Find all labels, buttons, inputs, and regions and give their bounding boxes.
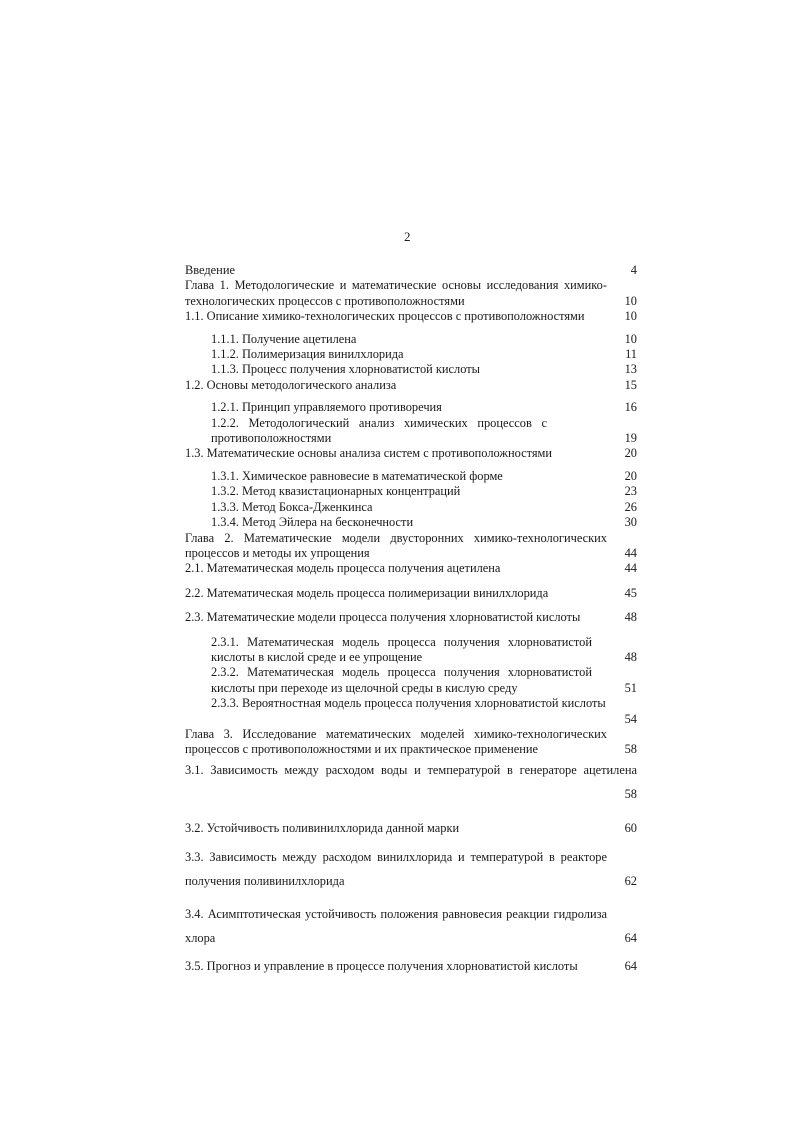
toc-entry-page: 10 xyxy=(624,331,637,346)
toc-entry-page: 26 xyxy=(624,499,637,514)
toc-entry-text: 1.1.2. Полимеризация винилхлорида xyxy=(211,347,404,362)
toc-entry-2-2 xyxy=(185,586,637,601)
toc-entry-page: 19 xyxy=(624,431,637,446)
toc-entry-page: 23 xyxy=(624,484,637,499)
toc-entry-page: 20 xyxy=(624,446,637,461)
toc-entry-text: 1.2. Основы методологического анализа xyxy=(185,377,397,392)
toc-entry-1-3-1 xyxy=(185,469,637,484)
toc-entry-1-1-1 xyxy=(185,332,637,347)
toc-entry-text: 2.3.2. Математическая модель процесса получения хлорноватистой кислоты при переходе из щелочной среды в кислую среду xyxy=(211,665,592,695)
toc-entry-text: 2.2. Математическая модель процесса полимеризации винилхлорида xyxy=(185,585,549,600)
toc-entry-text: 2.3. Математические модели процесса получения хлорноватистой кислоты xyxy=(185,610,581,625)
toc-entry-page: 54 xyxy=(624,711,637,726)
toc-entry-page: 60 xyxy=(624,820,637,835)
toc-entry-1-3-2 xyxy=(185,484,637,499)
toc-entry-text: Глава 3. Исследование математических моделей химико-технологических процессов с противоположностями и их практическое применение xyxy=(185,726,607,757)
toc-entry-text: 1.1.1. Получение ацетилена xyxy=(211,331,357,346)
toc-entry-text: 1.2.1. Принцип управляемого противоречия xyxy=(211,400,442,415)
toc-entry-text: Введение xyxy=(185,263,235,277)
toc-entry-3-5 xyxy=(185,959,637,974)
toc-entry-1-3 xyxy=(185,446,637,461)
toc-entry-3-3 xyxy=(185,845,637,893)
toc-entry-page: 10 xyxy=(624,309,637,324)
toc-entry-page: 44 xyxy=(624,561,637,576)
toc-entry-page: 48 xyxy=(624,610,637,625)
toc-entry-text: 1.2.2. Методологический анализ химических процессов с противоположностями xyxy=(211,415,547,446)
toc-entry-2-3-3 xyxy=(185,696,637,727)
toc-entry-text: Глава 2. Математические модели двусторонних химико-технологических процессов и методы их упрощения xyxy=(185,530,607,560)
toc-entry-text: 1.1. Описание химико-технологических процессов с противоположностями xyxy=(185,309,585,324)
toc-entry-chapter-2 xyxy=(185,531,637,562)
toc-entry-3-1 xyxy=(185,758,637,806)
toc-entry-3-2 xyxy=(185,821,637,836)
toc-entry-1-3-3 xyxy=(185,500,637,515)
toc-entry-intro xyxy=(185,263,637,278)
toc-entry-page: 44 xyxy=(624,545,637,560)
toc-entry-2-3 xyxy=(185,610,637,625)
toc-entry-chapter-1 xyxy=(185,278,637,309)
toc-entry-page: 15 xyxy=(624,377,637,392)
toc-entry-text: 2.1. Математическая модель процесса получения ацетилена xyxy=(185,561,501,576)
toc-entry-page: 64 xyxy=(624,931,637,946)
toc-entry-text: 1.3.1. Химическое равновесие в математической форме xyxy=(211,468,503,483)
toc-entry-1-2 xyxy=(185,378,637,393)
toc-entry-page: 58 xyxy=(624,786,637,801)
toc-entry-page: 20 xyxy=(624,468,637,483)
toc-entry-3-4 xyxy=(185,902,637,950)
toc-entry-page: 16 xyxy=(624,400,637,415)
toc-entry-page: 51 xyxy=(624,680,637,695)
toc-entry-text: 1.1.3. Процесс получения хлорноватистой кислоты xyxy=(211,362,480,377)
toc-entry-text: 1.3. Математические основы анализа систем с противоположностями xyxy=(185,446,553,461)
toc-entry-text: 3.1. Зависимость между расходом воды и температурой в генераторе ацетилена xyxy=(185,762,637,777)
toc-entry-text: 1.3.2. Метод квазистационарных концентраций xyxy=(211,484,461,499)
toc-entry-text: Глава 1. Методологические и математические основы исследования химико-технологических процессов с противоположностями xyxy=(185,278,607,308)
toc-entry-2-3-2 xyxy=(185,665,637,696)
toc-entry-page: 58 xyxy=(624,742,637,757)
toc-entry-1-1-2 xyxy=(185,347,637,362)
toc-entry-1-2-2 xyxy=(185,416,637,447)
toc-entry-page: 4 xyxy=(630,263,637,277)
toc-entry-text: 1.3.4. Метод Эйлера на бесконечности xyxy=(211,515,414,530)
toc-entry-page: 62 xyxy=(624,874,637,889)
page-number: 2 xyxy=(404,229,411,244)
toc-entry-page: 48 xyxy=(624,649,637,664)
toc-entry-2-3-1 xyxy=(185,635,637,666)
toc-entry-1-1 xyxy=(185,309,637,324)
toc-entry-page: 30 xyxy=(624,515,637,530)
toc-entry-page: 45 xyxy=(624,585,637,600)
toc-entry-1-3-4 xyxy=(185,515,637,530)
toc-entry-page: 10 xyxy=(624,293,637,308)
toc-entry-2-1 xyxy=(185,561,637,576)
toc-entry-1-1-3 xyxy=(185,362,637,377)
toc-entry-page: 13 xyxy=(624,362,637,377)
toc-entry-page: 64 xyxy=(624,959,637,974)
toc-entry-chapter-3 xyxy=(185,727,637,758)
toc-entry-text: 3.5. Прогноз и управление в процессе получения хлорноватистой кислоты xyxy=(185,959,578,974)
table-of-contents xyxy=(185,263,637,975)
toc-entry-text: 2.3.1. Математическая модель процесса получения хлорноватистой кислоты в кислой среде и ее упрощение xyxy=(211,634,592,664)
toc-entry-text: 3.2. Устойчивость поливинилхлорида данной марки xyxy=(185,820,460,835)
toc-entry-text: 3.4. Асимптотическая устойчивость положения равновесия реакции гидролиза хлора xyxy=(185,907,607,946)
toc-entry-text: 2.3.3. Вероятностная модель процесса получения хлорноватистой кислоты xyxy=(211,696,606,711)
toc-entry-1-2-1 xyxy=(185,400,637,415)
toc-entry-page: 11 xyxy=(625,347,637,362)
toc-entry-text: 3.3. Зависимость между расходом винилхлорида и температурой в реакторе получения поливинилхлорида xyxy=(185,850,607,889)
toc-entry-text: 1.3.3. Метод Бокса-Дженкинса xyxy=(211,499,373,514)
